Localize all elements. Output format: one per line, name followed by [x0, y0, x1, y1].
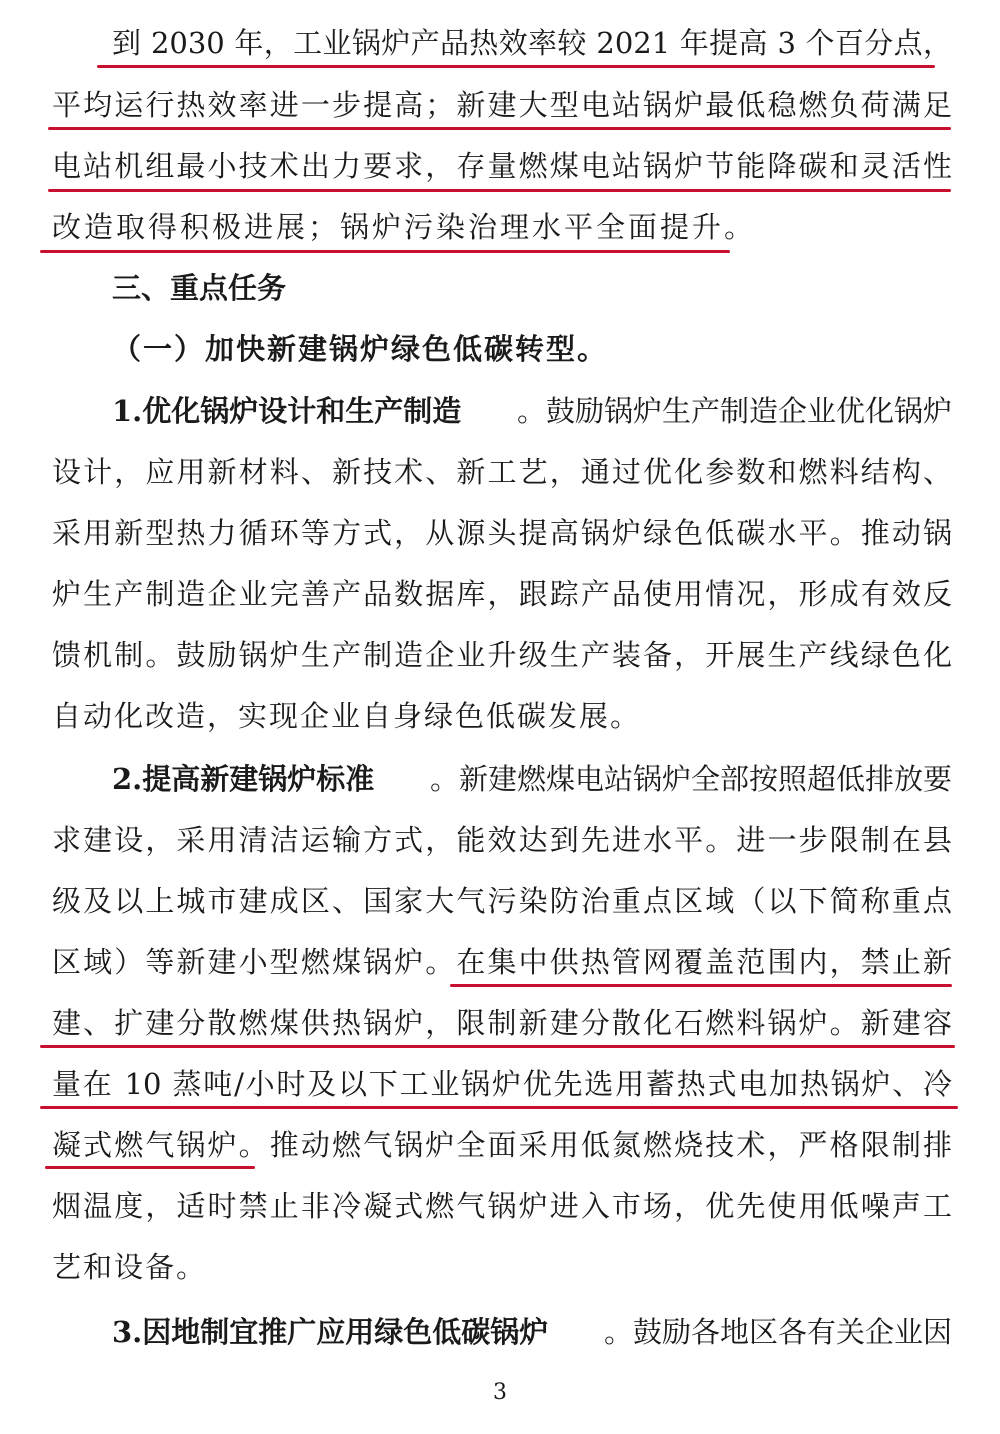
red-underline [48, 127, 951, 130]
intro-line-1: 到 2030 年，工业锅炉产品热效率较 2021 年提高 3 个百分点， [112, 26, 952, 60]
red-underline [40, 1045, 955, 1048]
red-underline [450, 984, 952, 987]
red-underline [40, 1106, 958, 1109]
item2-line-6: 量在 10 蒸吨/小时及以下工业锅炉优先选用蓄热式电加热锅炉、冷 [52, 1067, 952, 1101]
subsection-heading: （一）加快新建锅炉绿色低碳转型。 [112, 332, 609, 366]
item2-line-8: 烟温度，适时禁止非冷凝式燃气锅炉进入市场，优先使用低噪声工 [52, 1189, 952, 1223]
item1-line-3: 采用新型热力循环等方式，从源头提高锅炉绿色低碳水平。推动锅 [52, 516, 952, 550]
item2-line-7: 凝式燃气锅炉。推动燃气锅炉全面采用低氮燃烧技术，严格限制排 [52, 1128, 952, 1162]
item1-line1-rest: 。鼓励锅炉生产制造企业优化锅炉 [516, 394, 952, 428]
item3-title: 3.因地制宜推广应用绿色低碳锅炉 [112, 1315, 549, 1349]
item1-line-6: 自动化改造，实现企业自身绿色低碳发展。 [52, 699, 642, 733]
red-underline [40, 250, 730, 253]
item1-line-2: 设计，应用新材料、新技术、新工艺，通过优化参数和燃料结构、 [52, 455, 952, 489]
item2-first-line [112, 754, 952, 804]
red-underline [97, 65, 935, 68]
item1-title: 1.优化锅炉设计和生产制造 [112, 394, 462, 428]
section-heading: 三、重点任务 [112, 271, 287, 305]
item2-line-2: 求建设，采用清洁运输方式，能效达到先进水平。进一步限制在县 [52, 823, 952, 857]
item2-line1-rest: 。新建燃煤电站锅炉全部按照超低排放要 [429, 762, 952, 796]
intro-line-4: 改造取得积极进展；锅炉污染治理水平全面提升。 [52, 210, 757, 244]
intro-line-2: 平均运行热效率进一步提高；新建大型电站锅炉最低稳燃负荷满足 [52, 88, 952, 122]
item3-line1-rest: 。鼓励各地区各有关企业因 [603, 1315, 952, 1349]
item3-first-line [112, 1307, 952, 1357]
red-underline [45, 1166, 255, 1169]
page-number: 3 [493, 1380, 507, 1405]
red-underline [48, 189, 951, 192]
item1-line-5: 馈机制。鼓励锅炉生产制造企业升级生产装备，开展生产线绿色化 [52, 638, 952, 672]
item2-line-9: 艺和设备。 [52, 1250, 208, 1284]
item1-first-line [112, 386, 952, 436]
intro-line-3: 电站机组最小技术出力要求，存量燃煤电站锅炉节能降碳和灵活性 [52, 149, 952, 183]
item2-line-3: 级及以上城市建成区、国家大气污染防治重点区域（以下简称重点 [52, 884, 952, 918]
item1-line-4: 炉生产制造企业完善产品数据库，跟踪产品使用情况，形成有效反 [52, 577, 952, 611]
item2-title: 2.提高新建锅炉标准 [112, 762, 375, 796]
item2-line-4: 区域）等新建小型燃煤锅炉。在集中供热管网覆盖范围内，禁止新 [52, 945, 952, 979]
item2-line-5: 建、扩建分散燃煤供热锅炉，限制新建分散化石燃料锅炉。新建容 [52, 1006, 952, 1040]
